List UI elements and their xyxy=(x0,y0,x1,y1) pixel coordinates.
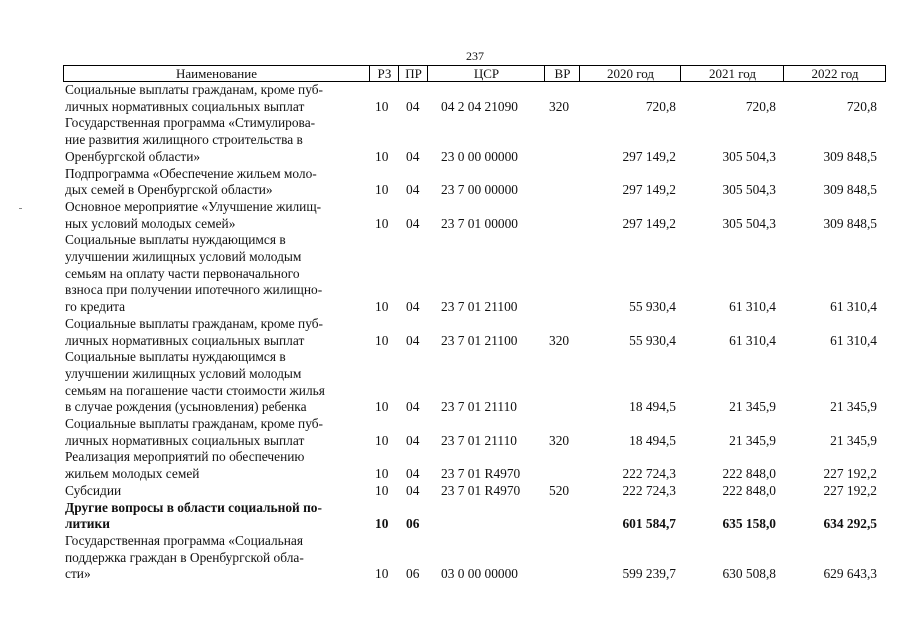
row-pr: 04 xyxy=(406,432,420,448)
row-2020: 18 494,5 xyxy=(629,399,676,415)
table-row xyxy=(63,316,886,349)
row-name: Социальные выплаты нуждающимся в улучшении жилищных условий молодым семьям на погашение части стоимости жилья в случае рождения (усыновления) ребенка xyxy=(65,349,325,415)
row-pr: 04 xyxy=(406,98,420,114)
row-rz: 10 xyxy=(375,399,389,415)
row-2021: 222 848,0 xyxy=(722,482,776,498)
row-pr: 04 xyxy=(406,148,420,164)
row-name: Основное мероприятие «Улучшение жилищ- ных условий молодых семей» xyxy=(65,198,322,231)
row-vr: 320 xyxy=(549,332,570,348)
table-row xyxy=(63,232,886,316)
col-header-vr: ВР xyxy=(544,66,580,81)
row-vr: 320 xyxy=(549,432,570,448)
row-rz: 10 xyxy=(375,566,389,582)
margin-mark xyxy=(19,208,22,209)
row-rz: 10 xyxy=(375,432,389,448)
row-name: Социальные выплаты нуждающимся в улучшении жилищных условий молодым семьям на оплату части первоначального взноса при получении ипотечного жилищно- го кредита xyxy=(65,232,323,315)
row-2022: 21 345,9 xyxy=(830,399,877,415)
row-vr: 520 xyxy=(549,482,570,498)
col-header-pr: ПР xyxy=(398,66,428,81)
row-2022: 227 192,2 xyxy=(823,482,877,498)
row-2022: 309 848,5 xyxy=(823,182,877,198)
col-header-rz: РЗ xyxy=(369,66,399,81)
row-2022: 629 643,3 xyxy=(823,566,877,582)
row-name: Реализация мероприятий по обеспечению жильем молодых семей xyxy=(65,449,305,482)
row-2021: 630 508,8 xyxy=(722,566,776,582)
row-name: Субсидии xyxy=(65,482,122,498)
row-pr: 04 xyxy=(406,482,420,498)
row-2022: 21 345,9 xyxy=(830,432,877,448)
row-pr: 04 xyxy=(406,332,420,348)
row-name: Государственная программа «Социальная поддержка граждан в Оренбургской обла- сти» xyxy=(65,532,304,582)
row-pr: 04 xyxy=(406,215,420,231)
row-2021: 305 504,3 xyxy=(722,148,776,164)
row-csr: 23 7 01 21100 xyxy=(441,332,518,348)
row-rz: 10 xyxy=(375,148,389,164)
row-2020: 55 930,4 xyxy=(629,332,676,348)
table-row xyxy=(63,199,886,232)
row-2020: 222 724,3 xyxy=(622,482,676,498)
row-2021: 305 504,3 xyxy=(722,215,776,231)
row-pr: 04 xyxy=(406,299,420,315)
row-name: Государственная программа «Стимулирова- ние развития жилищного строительства в Оренбургской области» xyxy=(65,115,316,164)
row-csr: 23 7 01 R4970 xyxy=(441,482,521,498)
col-header-2021: 2021 год xyxy=(680,66,784,81)
row-csr: 23 7 00 00000 xyxy=(441,182,518,198)
row-2022: 309 848,5 xyxy=(823,215,877,231)
row-2020: 297 149,2 xyxy=(622,148,676,164)
row-name: Социальные выплаты гражданам, кроме пуб- личных нормативных социальных выплат xyxy=(65,82,324,114)
table-row xyxy=(63,82,886,115)
row-rz: 10 xyxy=(375,98,389,114)
row-2020: 18 494,5 xyxy=(629,432,676,448)
row-csr: 23 7 01 00000 xyxy=(441,215,518,231)
row-2021: 635 158,0 xyxy=(722,516,776,532)
col-header-2022: 2022 год xyxy=(783,66,886,81)
row-2021: 61 310,4 xyxy=(729,299,776,315)
row-2021: 222 848,0 xyxy=(722,466,776,482)
row-pr: 04 xyxy=(406,182,420,198)
row-2022: 634 292,5 xyxy=(823,516,877,532)
table-header xyxy=(63,65,886,82)
row-2022: 61 310,4 xyxy=(830,299,877,315)
row-2022: 227 192,2 xyxy=(823,466,877,482)
row-name: Другие вопросы в области социальной по- литики xyxy=(65,499,322,532)
row-csr: 04 2 04 21090 xyxy=(441,98,518,114)
row-rz: 10 xyxy=(375,516,389,532)
table-row xyxy=(63,500,886,533)
row-rz: 10 xyxy=(375,215,389,231)
row-2020: 222 724,3 xyxy=(622,466,676,482)
row-rz: 10 xyxy=(375,182,389,198)
row-rz: 10 xyxy=(375,466,389,482)
row-pr: 06 xyxy=(406,516,420,532)
row-2021: 21 345,9 xyxy=(729,399,776,415)
row-csr: 23 7 01 R4970 xyxy=(441,466,521,482)
row-name: Подпрограмма «Обеспечение жильем моло- дых семей в Оренбургской области» xyxy=(65,165,317,198)
row-vr: 320 xyxy=(549,98,570,114)
row-2022: 61 310,4 xyxy=(830,332,877,348)
row-2021: 720,8 xyxy=(745,98,776,114)
row-name: Социальные выплаты гражданам, кроме пуб- личных нормативных социальных выплат xyxy=(65,416,324,448)
col-header-csr: ЦСР xyxy=(427,66,545,81)
table-row xyxy=(63,166,886,199)
col-header-2020: 2020 год xyxy=(579,66,681,81)
row-csr: 03 0 00 00000 xyxy=(441,566,518,582)
row-2020: 601 584,7 xyxy=(622,516,676,532)
row-2020: 599 239,7 xyxy=(622,566,676,582)
row-csr: 23 7 01 21110 xyxy=(441,432,518,448)
row-2021: 61 310,4 xyxy=(729,332,776,348)
row-csr: 23 0 00 00000 xyxy=(441,148,518,164)
row-2021: 305 504,3 xyxy=(722,182,776,198)
row-pr: 04 xyxy=(406,466,420,482)
row-2022: 720,8 xyxy=(846,98,877,114)
row-2020: 720,8 xyxy=(645,98,676,114)
row-2022: 309 848,5 xyxy=(823,148,877,164)
row-2020: 297 149,2 xyxy=(622,215,676,231)
row-rz: 10 xyxy=(375,332,389,348)
row-2020: 297 149,2 xyxy=(622,182,676,198)
table-row xyxy=(63,533,886,583)
row-csr: 23 7 01 21110 xyxy=(441,399,518,415)
table-row xyxy=(63,483,886,500)
row-rz: 10 xyxy=(375,482,389,498)
row-rz: 10 xyxy=(375,299,389,315)
row-pr: 04 xyxy=(406,399,420,415)
table-row xyxy=(63,416,886,449)
row-2020: 55 930,4 xyxy=(629,299,676,315)
table-row xyxy=(63,449,886,482)
table-body xyxy=(63,82,886,583)
row-pr: 06 xyxy=(406,566,420,582)
row-2021: 21 345,9 xyxy=(729,432,776,448)
col-header-name: Наименование xyxy=(176,66,257,81)
row-csr: 23 7 01 21100 xyxy=(441,299,518,315)
page-number: 237 xyxy=(466,49,484,63)
row-name: Социальные выплаты гражданам, кроме пуб- личных нормативных социальных выплат xyxy=(65,315,324,348)
table-row xyxy=(63,349,886,416)
table-row xyxy=(63,115,886,165)
